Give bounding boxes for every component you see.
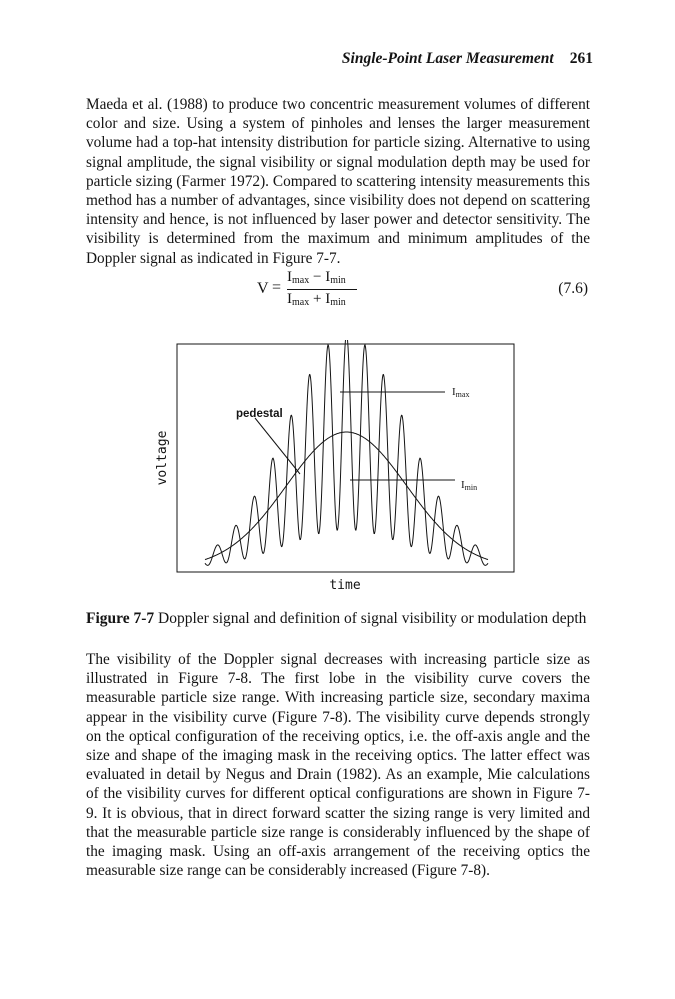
eq-den-imin: I: [325, 291, 331, 307]
equation-numerator: [287, 269, 346, 286]
equation-lhs: V: [257, 280, 269, 297]
plot-frame: [177, 344, 514, 572]
eq-num-imax: I: [287, 269, 292, 285]
x-axis-label: time: [329, 578, 361, 593]
eq-minus: −: [312, 269, 322, 285]
running-header: [342, 50, 593, 68]
paragraph-1: Maeda et al. (1988) to produce two concentric measurement volumes of different color and size. Using a system of pinholes and lenses the larger measurement volume had a top-hat intensity distribution for particle sizing. Alternative to using signal amplitude, the signal visibility or signal modulation depth may be used for particle sizing (Farmer 1972). Compared to scattering intensity measurements this method has a number of advantages, since visibility does not depend on scattering intensity and hence, is not influenced by laser power and detector sensitivity. The visibility is determined from the maximum and minimum amplitudes of the Doppler signal as indicated in Figure 7-7.: [86, 96, 590, 267]
imin-label-i: I: [461, 479, 465, 491]
equation-7-6: [0, 267, 675, 315]
eq-num-imax-sub: max: [292, 275, 310, 286]
eq-den-imin-sub: min: [330, 297, 346, 308]
imin-label: [461, 479, 477, 492]
equation-number: (7.6): [558, 280, 588, 297]
eq-plus: +: [312, 291, 322, 307]
pedestal-curve: [205, 432, 488, 560]
paragraph-2: The visibility of the Doppler signal decreases with increasing particle size as illustrated in Figure 7-8. The first lobe in the visibility curve covers the measurable particle size range. With increasing particle size, secondary maxima appear in the visibility curve (Figure 7-8). The visibility curve depends strongly on the optical configuration of the receiving optics, i.e. the off-axis angle and the size and shape of the imaging mask in the receiving optics. The latter effect was evaluated in detail by Negus and Drain (1982). As an example, Mie calculations of the visibility curves for different optical configurations are shown in Figure 7-9. It is obvious, that in direct forward scatter the sizing range is very limited and that the measurable particle size range is considerably influenced by the shape of the imaging mask. Using an off-axis arrangement of the receiving optics the measurable size range can be considerably increased (Figure 7-8).: [86, 651, 590, 880]
y-axis-label: voltage: [155, 430, 170, 486]
caption-text: Doppler signal and definition of signal visibility or modulation depth: [154, 610, 587, 627]
doppler-signal-figure: [150, 340, 530, 600]
pedestal-label: pedestal: [236, 408, 283, 420]
fraction-bar: [287, 289, 357, 290]
running-title: Single-Point Laser Measurement: [341, 50, 554, 67]
equation-equals: =: [272, 279, 282, 296]
imax-label-i: I: [452, 386, 456, 398]
eq-den-imax-sub: max: [292, 297, 310, 308]
doppler-signal-curve: [205, 340, 488, 565]
equation-denominator: [287, 291, 346, 308]
page-number: 261: [569, 50, 593, 67]
eq-num-imin: I: [325, 269, 331, 285]
imin-label-sub: min: [464, 483, 478, 492]
imax-label-sub: max: [455, 390, 470, 399]
imax-label: [452, 386, 469, 399]
figure-caption: [86, 610, 606, 628]
caption-label: Figure 7-7: [86, 610, 155, 627]
eq-num-imin-sub: min: [330, 275, 346, 286]
eq-den-imax: I: [287, 291, 292, 307]
